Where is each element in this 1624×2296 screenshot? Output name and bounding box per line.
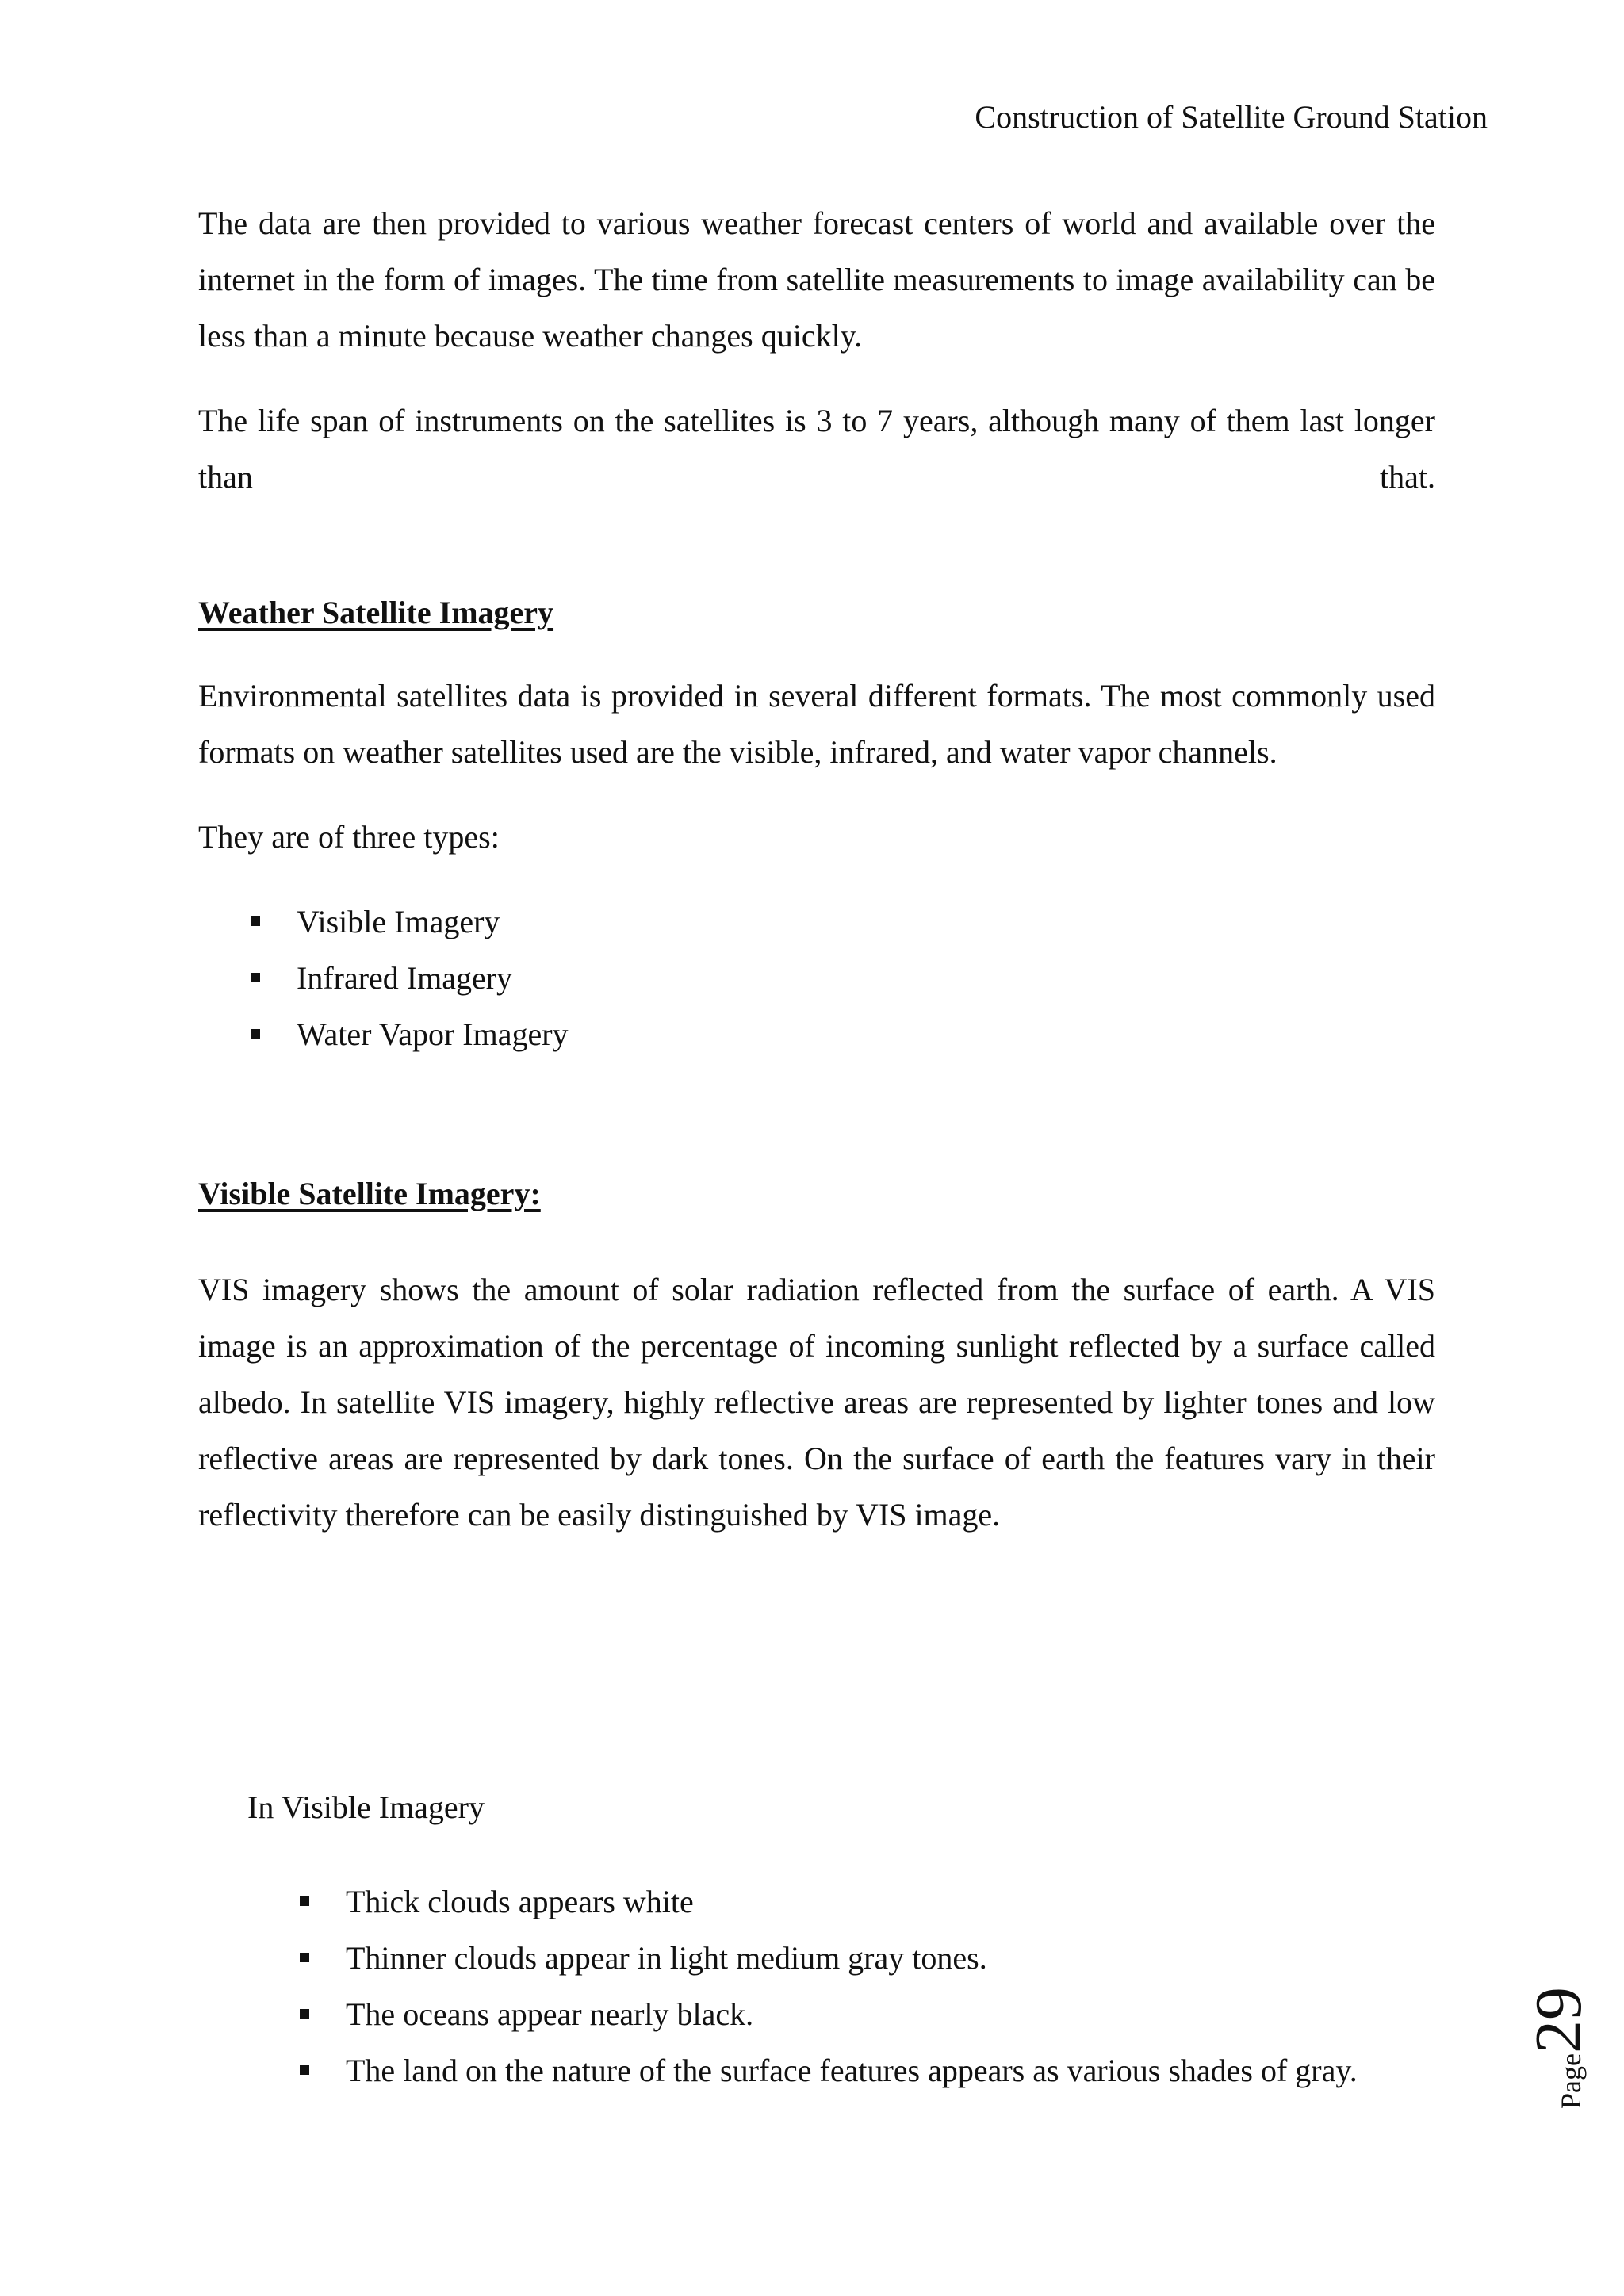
list-item	[198, 894, 1435, 950]
list-item-text: Water Vapor Imagery	[297, 1016, 569, 1052]
visible-imagery-heading: Visible Satellite Imagery:	[198, 1176, 541, 1211]
list-item-text: Thick clouds appears white	[346, 1884, 694, 1919]
list-item-text: Visible Imagery	[297, 904, 500, 939]
page-word: Page	[1555, 2053, 1587, 2109]
list-item	[198, 1930, 1435, 1986]
square-bullet-icon	[300, 2009, 309, 2019]
page-number	[1522, 1982, 1595, 2109]
square-bullet-icon	[251, 973, 260, 982]
page-number-value: 29	[1522, 1987, 1595, 2054]
list-item-text: Thinner clouds appear in light medium gray tones.	[346, 1940, 987, 1976]
list-item-text: The land on the nature of the surface features appears as various shades of gray.	[346, 2053, 1358, 2088]
page-number-rotated	[1522, 1987, 1595, 2109]
types-intro: They are of three types:	[198, 819, 500, 855]
square-bullet-icon	[300, 2065, 309, 2075]
weather-imagery-heading: Weather Satellite Imagery	[198, 595, 554, 630]
list-item	[198, 1873, 1435, 1930]
list-item	[198, 1986, 1435, 2042]
list-item-text: The oceans appear nearly black.	[346, 1996, 754, 2032]
vis-paragraph: VIS imagery shows the amount of solar radiation reflected from the surface of earth. A VIS image is an approximation of the percentage of incoming sunlight reflected by a surface called albedo. In satellite VIS imagery, highly reflective areas are represented by lighter tones and low reflective areas are represented by dark tones. On the surface of earth the features vary in their reflectivity therefore can be easily distinguished by VIS image.	[198, 1272, 1435, 1533]
list-item-text: Infrared Imagery	[297, 960, 513, 996]
square-bullet-icon	[251, 1029, 260, 1039]
imagery-types-list	[198, 894, 1435, 1062]
list-item	[198, 950, 1435, 1006]
square-bullet-icon	[300, 1896, 309, 1906]
intro-paragraph: The data are then provided to various weather forecast centers of world and available over the internet in the form of images. The time from satellite measurements to image availability can be less than a minute because weather changes quickly.	[198, 205, 1435, 354]
running-header: Construction of Satellite Ground Station	[975, 99, 1488, 135]
in-visible-label: In Visible Imagery	[247, 1789, 485, 1825]
page-body	[198, 195, 1435, 2099]
life-span-paragraph: The life span of instruments on the satellites is 3 to 7 years, although many of them last longer than that.	[198, 403, 1435, 495]
visible-imagery-features-list	[198, 1873, 1435, 2099]
list-item	[198, 2042, 1435, 2099]
environmental-paragraph: Environmental satellites data is provided in several different formats. The most commonly used formats on weather satellites used are the visible, infrared, and water vapor channels.	[198, 678, 1435, 770]
square-bullet-icon	[251, 916, 260, 926]
list-item	[198, 1006, 1435, 1062]
square-bullet-icon	[300, 1953, 309, 1962]
